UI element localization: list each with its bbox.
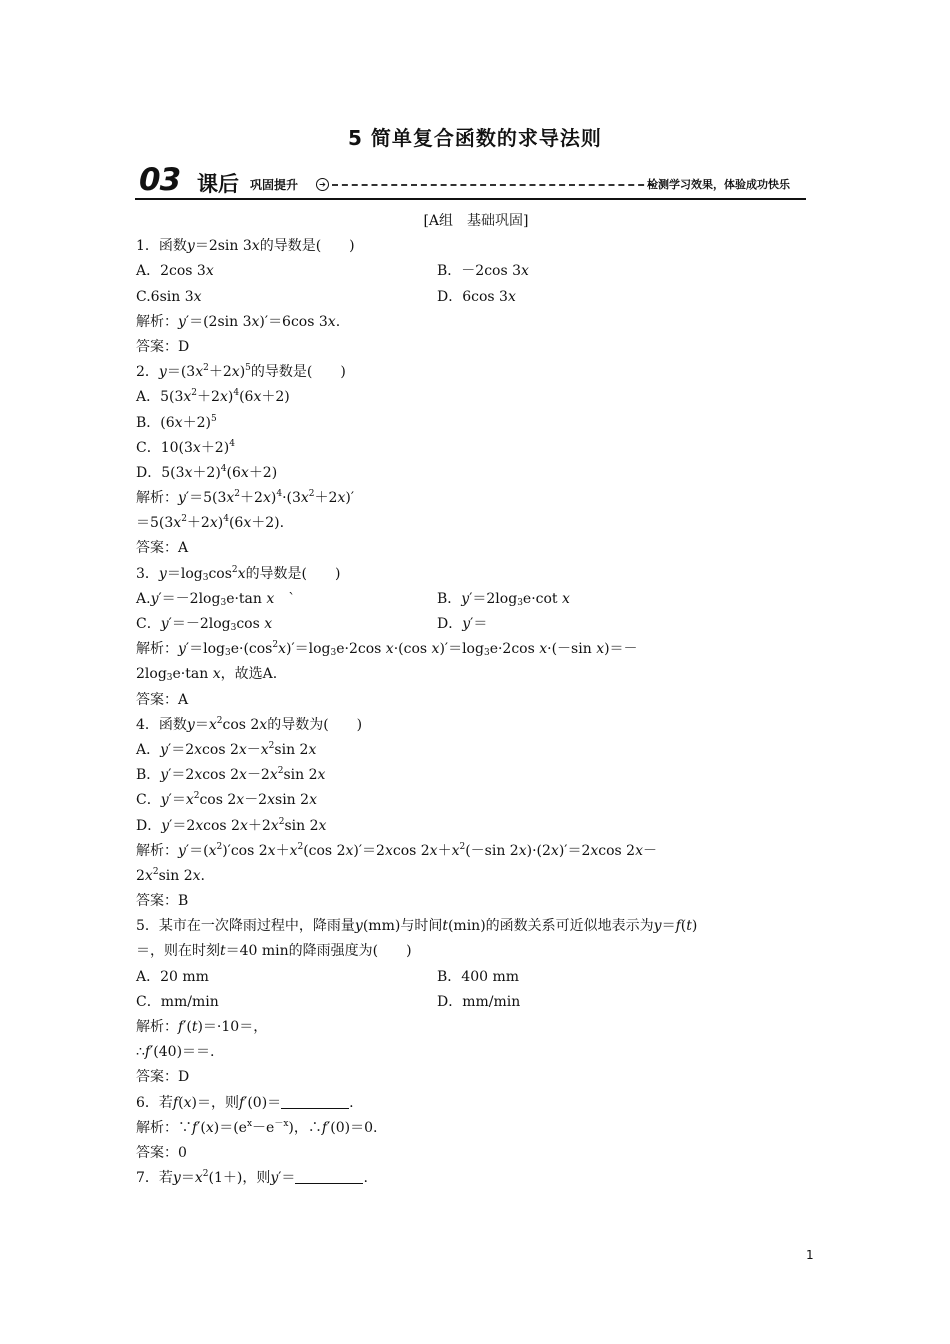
banner-rule	[135, 198, 806, 200]
question-7-stem: 7．若$y=x^2(1+)$，则y′＝ .	[136, 1169, 368, 1187]
question-5-options-cd	[136, 990, 816, 1015]
question-1-answer: 答案：D	[136, 338, 190, 355]
dashed-divider	[332, 184, 654, 186]
question-1-options-ab	[136, 259, 816, 284]
question-1-options-cd	[136, 285, 816, 310]
page-title: 5 简单复合函数的求导法则	[348, 126, 602, 150]
question-2-option-d: D．$5(3x+2)^4(6x+2)$	[136, 463, 278, 481]
option-b: B．$y'=2\log_3e\cdot\cot$ x	[437, 590, 570, 608]
question-4-stem: 4．函数$y=x^2\cos$ 2x的导数为( )	[136, 715, 363, 733]
banner-number: 03	[139, 162, 181, 198]
question-6-answer: 答案：0	[136, 1144, 187, 1161]
option-d: D．6cos 3x	[437, 288, 516, 305]
question-2-solution-cont: $=5(3x^2+2x)^4(6x+2)$.	[136, 514, 285, 532]
banner-label: 课后	[197, 172, 239, 196]
question-3-solution-cont: $2\log_3e\cdot\tan$ x，故选A.	[136, 666, 278, 684]
exercise-content	[136, 209, 816, 1191]
option-b: B．400 mm	[437, 968, 520, 985]
question-4-option-d: D．y′＝2xcos $2x+2x^2\sin$ 2x	[136, 816, 327, 834]
question-5-answer: 答案：D	[136, 1069, 190, 1086]
question-3-options-ab	[136, 587, 816, 612]
question-4-option-c: C．$y'=x^2\cos$ 2x－2xsin 2x	[136, 791, 317, 809]
question-4-option-a: A．y′＝2xcos $2x-x^2\sin$ 2x	[136, 740, 317, 758]
question-5-stem: 5．某市在一次降雨过程中，降雨量y(mm)与时间t(min)的函数关系可近似地表示为y＝f(t)	[136, 918, 698, 935]
question-5-solution-cont: ∴f′(40)＝＝.	[136, 1044, 215, 1061]
question-5-options-ab	[136, 965, 816, 990]
page-number: 1	[806, 1248, 814, 1262]
question-1-solution: 解析：y′＝(2sin 3x)′＝6cos 3x.	[136, 313, 341, 330]
question-6-solution: 解析：$\because f'(x)=(e^x-e^{-x})$，∴f′(0)＝0.	[136, 1118, 378, 1136]
option-d: D．y′＝	[437, 616, 488, 632]
question-4-option-b: B．y′＝2xcos $2x-2x^2\sin$ 2x	[136, 766, 326, 784]
option-a: A．2cos 3x	[136, 263, 214, 280]
question-3-options-cd	[136, 612, 816, 637]
option-a: $A.y'=-2\log_3e\cdot\tan$ x `	[136, 590, 296, 608]
banner-sublabel: 巩固提升	[250, 178, 299, 192]
option-d: D．mm/min	[437, 993, 521, 1010]
option-c: C.6sin 3x	[136, 288, 202, 305]
question-4-answer: 答案：B	[136, 893, 189, 910]
question-3-answer: 答案：A	[136, 691, 189, 708]
section-banner	[135, 162, 806, 202]
question-6-stem: 6．若f(x)＝，则f′(0)＝ .	[136, 1094, 354, 1111]
group-heading: [A组 基础巩固]	[423, 213, 529, 229]
question-2-answer: 答案：A	[136, 540, 189, 557]
question-2-option-a: A．$5(3x^2+2x)^4(6x+2)$	[136, 388, 290, 406]
question-2-solution: 解析：$y'=5(3x^2+2x)^4\cdot(3x^2+2x)'$	[136, 489, 354, 507]
option-c: C．$y'=-2\log_3\cos$ x	[136, 616, 273, 633]
question-4-solution-cont: $2x^2\sin$ 2x.	[136, 866, 205, 884]
option-b: B．－2cos 3x	[437, 263, 529, 280]
question-3-solution: 解析：$y'=\log_3e\cdot(\cos^2x)'=\log_3e\cdot 2\cos$ x·(cos $x)'=\log_3e\cdot 2\cos$ x·(－sin x)＝－	[136, 640, 638, 659]
question-2-option-c: C．$10(3x+2)^4$	[136, 438, 235, 456]
question-1-stem: 1．函数y＝2sin 3x的导数是( )	[136, 238, 355, 255]
question-4-solution: 解析：$y'=(x^2)'\cos$ $2x+x^2(\cos$ 2x)′＝2xcos $2x+x^2(-\sin$ 2x)·(2x)′＝2xcos 2x－	[136, 841, 657, 859]
question-2-stem: 2．$y=(3x^2+2x)^5$的导数是( )	[136, 363, 346, 381]
option-c: C．mm/min	[136, 993, 219, 1010]
answer-blank	[295, 1169, 363, 1184]
question-2-option-b: B．$(6x+2)^5$	[136, 413, 217, 431]
option-a: A．20 mm	[136, 968, 209, 985]
banner-slogan: 检测学习效果，体验成功快乐	[647, 178, 790, 191]
answer-blank	[281, 1094, 349, 1109]
question-5-stem-cont: ＝，则在时刻t＝40 min的降雨强度为( )	[136, 943, 412, 960]
question-3-stem: 3．$y=\log_3\cos^2x$的导数是( )	[136, 564, 341, 583]
question-5-solution: 解析：f′(t)＝·10＝，	[136, 1019, 268, 1035]
arrow-right-icon: ➔	[316, 178, 329, 191]
